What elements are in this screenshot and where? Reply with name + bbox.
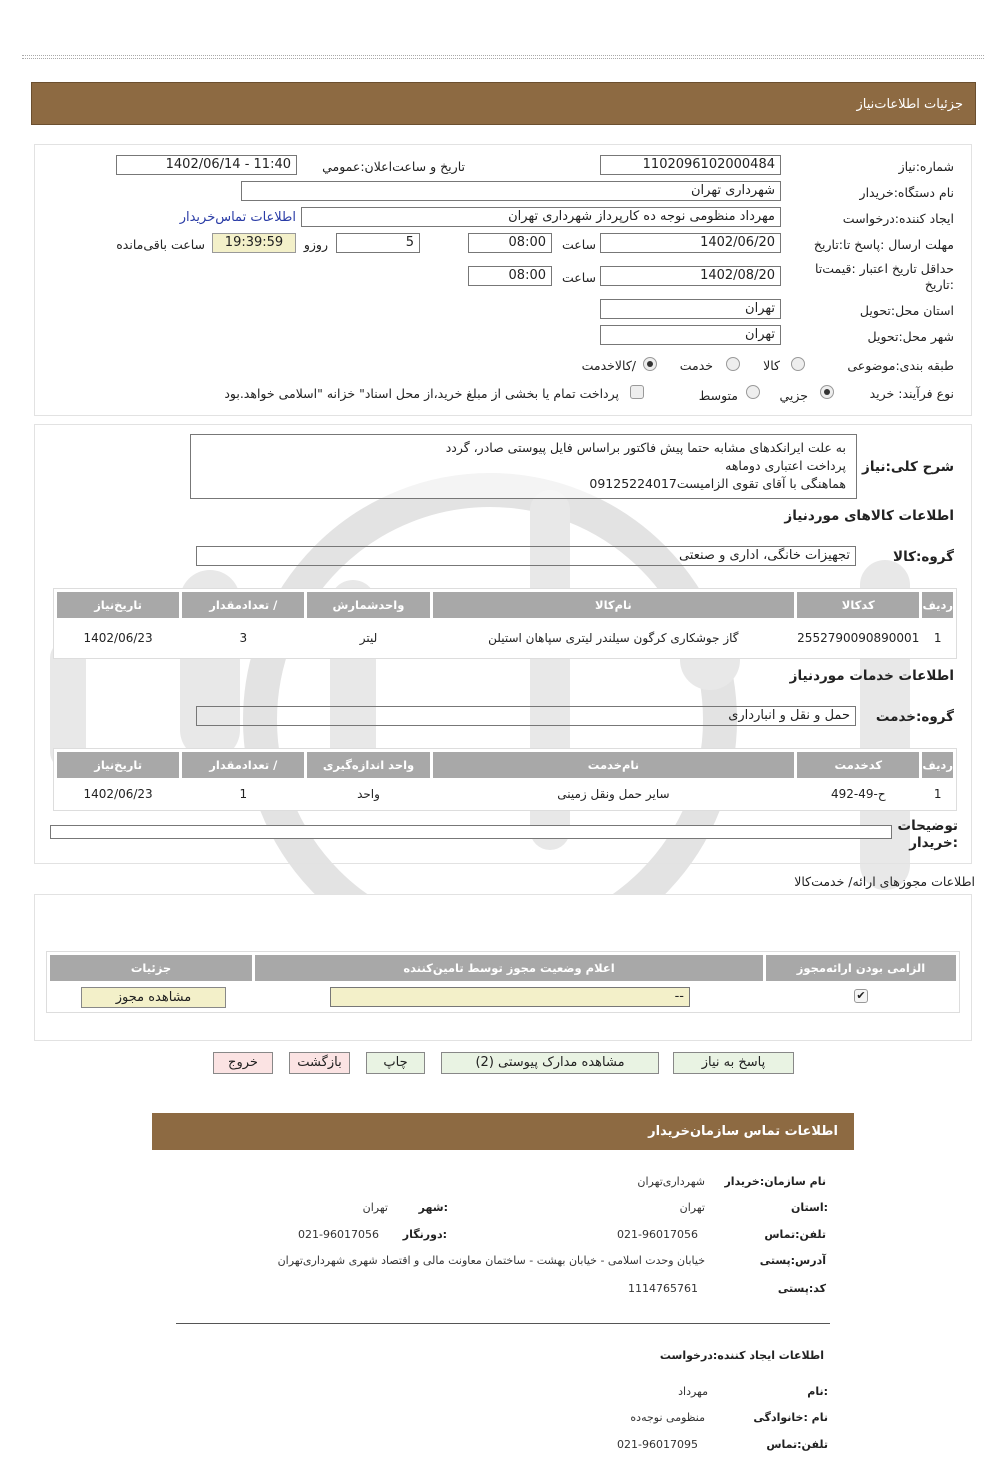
print-button[interactable]: چاپ [366,1052,425,1074]
goods-cell-unit: لیتر [307,621,429,655]
goods-cell-date: 1402/06/23 [57,621,179,655]
contact-phone-value: 021-96017056 [617,1228,698,1241]
services-cell-qty: 1 [182,781,304,807]
goods-col-date: تاریخ‌نیاز [57,592,179,618]
creator-phone-label: تلفن:تماس [766,1438,828,1451]
reply-time-field: 08:00 [468,233,552,253]
process-type-label: نوع فرآیند: خرید [869,386,954,401]
services-table [53,748,957,811]
validity-label: حداقل تاریخ اعتبار :قیمت‌تا :تاریخ [814,261,954,292]
buyer-notes-field [50,825,892,839]
view-permit-button[interactable]: مشاهده مجوز [81,987,226,1008]
contact-org-label: نام سازمان:خریدار [724,1175,826,1188]
permits-col-required: الزامی بودن ارائه‌مجوز [766,955,956,981]
back-button[interactable]: بازگشت [289,1052,350,1074]
creator-label: ایجاد کننده:درخواست [842,211,954,226]
check-icon[interactable]: ✔ [854,989,868,1003]
treasury-payment-checkbox[interactable] [630,385,644,399]
treasury-payment-note: پرداخت تمام یا بخشی از مبلغ خرید،از محل اسناد" خزانه "اسلامی خواهد.بود [224,386,619,401]
category-service-radio[interactable] [726,357,740,371]
services-cell-code: ح-49-492 [797,781,919,807]
description-line: هماهنگی با آقای تقوی الزامیست09125224017 [589,476,846,491]
contact-province-value: تهران [679,1201,705,1214]
buyer-org-field: شهرداری تهران [241,181,781,201]
permits-col-status: اعلام وضعیت مجوز توسط تامین‌کننده [255,955,763,981]
reply-button[interactable]: پاسخ به نیاز [673,1052,794,1074]
goods-cell-code: 2552790090890001 [797,621,919,655]
services-col-date: تاریخ‌نیاز [57,752,179,778]
goods-col-row: ردیف [922,592,953,618]
contact-address-label: آدرس:پستی [759,1254,826,1267]
goods-group-field: تجهیزات خانگی، اداری و صنعتی [196,546,856,566]
contact-postal-label: کد:پستی [777,1282,826,1295]
category-goods-service-radio[interactable] [643,357,657,371]
table-row [57,621,953,655]
services-col-unit: واحد اندازه‌گیری [307,752,429,778]
services-col-name: نام‌خدمت [433,752,795,778]
contact-address-value: خیابان وحدت اسلامی - خیابان بهشت - ساختمان معاونت مالی و اقتصاد شهری شهرداری‌تهران [277,1254,705,1267]
contact-city-value: تهران [362,1201,388,1214]
services-group-label: گروه:خدمت [875,709,954,725]
contact-org-value: شهرداری‌تهران [637,1175,705,1188]
services-cell-unit: واحد [307,781,429,807]
reply-date-field: 1402/06/20 [600,233,781,253]
process-partial-radio[interactable] [820,385,834,399]
description-line: به علت ایرانکدهای مشابه حتما پیش فاکتور براساس فایل پیوستی صادر، گردد [445,440,846,455]
services-col-qty: / تعدادمقدار [182,752,304,778]
contact-province-label: :استان [791,1201,828,1214]
province-label: استان محل:تحویل [859,303,954,318]
validity-time-label: ساعت [561,270,596,285]
creator-family-value: منظومی نوجه‌ده [630,1411,705,1424]
services-cell-name: سایر حمل ونقل زمینی [433,781,795,807]
reply-deadline-label: مهلت ارسال :پاسخ تا:تاریخ [813,237,954,252]
goods-group-label: گروه:کالا [893,549,954,565]
process-medium-radio[interactable] [746,385,760,399]
remaining-time-field: 19:39:59 [212,233,296,253]
process-medium-label: متوسط [698,388,738,403]
goods-table [53,588,957,659]
permit-status-field: -- [330,987,690,1007]
goods-cell-name: گاز جوشکاری کرگون سیلندر لیتری سپاهان استیلن [433,621,795,655]
goods-col-code: کدکالا [797,592,919,618]
creator-name-value: مهرداد [678,1385,708,1398]
goods-col-unit: واحدشمارش [307,592,429,618]
services-section-title: اطلاعات خدمات موردنیاز [789,668,954,684]
services-cell-row: 1 [922,781,953,807]
buyer-org-label: نام دستگاه:خریدار [859,185,954,200]
goods-col-name: نام‌کالا [433,592,795,618]
permits-table [46,951,960,1013]
contact-postal-value: 1114765761 [628,1282,698,1295]
contact-fax-value: 021-96017056 [298,1228,379,1241]
contact-fax-label: :دورنگار [402,1228,447,1241]
category-goods-service-label: /کالاخدمت [581,358,636,373]
days-label: روزو [303,237,328,252]
permits-cell-required [766,984,956,1008]
attachments-button[interactable]: مشاهده مدارک پیوستی (2) [441,1052,659,1074]
creator-name-label: :نام [807,1385,828,1398]
table-row [57,781,953,807]
services-col-code: کدخدمت [797,752,919,778]
buyer-notes-label: توضیحات :خریدار [897,818,958,851]
days-field: 5 [336,233,420,253]
contact-divider [176,1323,830,1324]
creator-info-title: اطلاعات ایجاد کننده:درخواست [659,1349,824,1362]
permits-title: اطلاعات مجوزهای ارائه/ خدمت‌کالا [794,874,975,889]
category-goods-radio[interactable] [791,357,805,371]
reply-time-label: ساعت [561,237,596,252]
description-label: شرح کلی:نیاز [862,459,954,475]
buyer-contact-link[interactable]: اطلاعات تماس‌خریدار [179,210,296,225]
top-divider [22,55,984,59]
description-line: پرداخت اعتباری دوماهه [725,458,846,473]
table-row [50,984,956,1008]
category-label: طبقه بندی:موضوعی [847,358,954,373]
goods-cell-qty: 3 [182,621,304,655]
services-cell-date: 1402/06/23 [57,781,179,807]
creator-family-label: نام :خانوادگی [753,1411,828,1424]
exit-button[interactable]: خروج [213,1052,273,1074]
city-field: تهران [600,325,781,345]
goods-section-title: اطلاعات کالاهای موردنیاز [784,508,954,524]
category-service-label: خدمت [679,358,713,373]
remaining-label: ساعت باقی‌مانده [116,237,205,252]
permits-col-details: جزئیات [50,955,252,981]
services-group-field: حمل و نقل و انبارداری [196,706,856,726]
permits-cell-details [50,984,252,1008]
services-col-row: ردیف [922,752,953,778]
need-number-field: 1102096102000484 [600,155,781,175]
creator-phone-value: 021-96017095 [617,1438,698,1451]
contact-header [152,1113,854,1150]
announce-label: تاریخ و ساعت‌اعلان:عمومي [322,159,465,174]
validity-date-field: 1402/08/20 [600,266,781,286]
process-partial-label: جزيي [779,388,808,403]
validity-time-field: 08:00 [468,266,552,286]
province-field: تهران [600,299,781,319]
permits-cell-status [255,984,763,1008]
announce-datetime-field: 1402/06/14 - 11:40 [116,155,297,175]
contact-city-label: :شهر [418,1201,448,1214]
page-header [31,82,976,125]
contact-phone-label: تلفن:تماس [764,1228,826,1241]
breadcrumb: جزئیات اطلاعات‌نیاز [856,97,963,112]
goods-col-qty: / تعدادمقدار [182,592,304,618]
category-goods-label: کالا [763,358,780,373]
city-label: شهر محل:تحویل [867,329,954,344]
need-number-label: شماره:نیاز [898,159,954,174]
contact-title: اطلاعات تماس سازمان‌خریدار [648,1124,838,1139]
goods-cell-row: 1 [922,621,953,655]
creator-field: مهرداد منظومی نوجه ده کارپرداز شهرداری تهران [301,207,781,227]
description-box [190,434,857,499]
